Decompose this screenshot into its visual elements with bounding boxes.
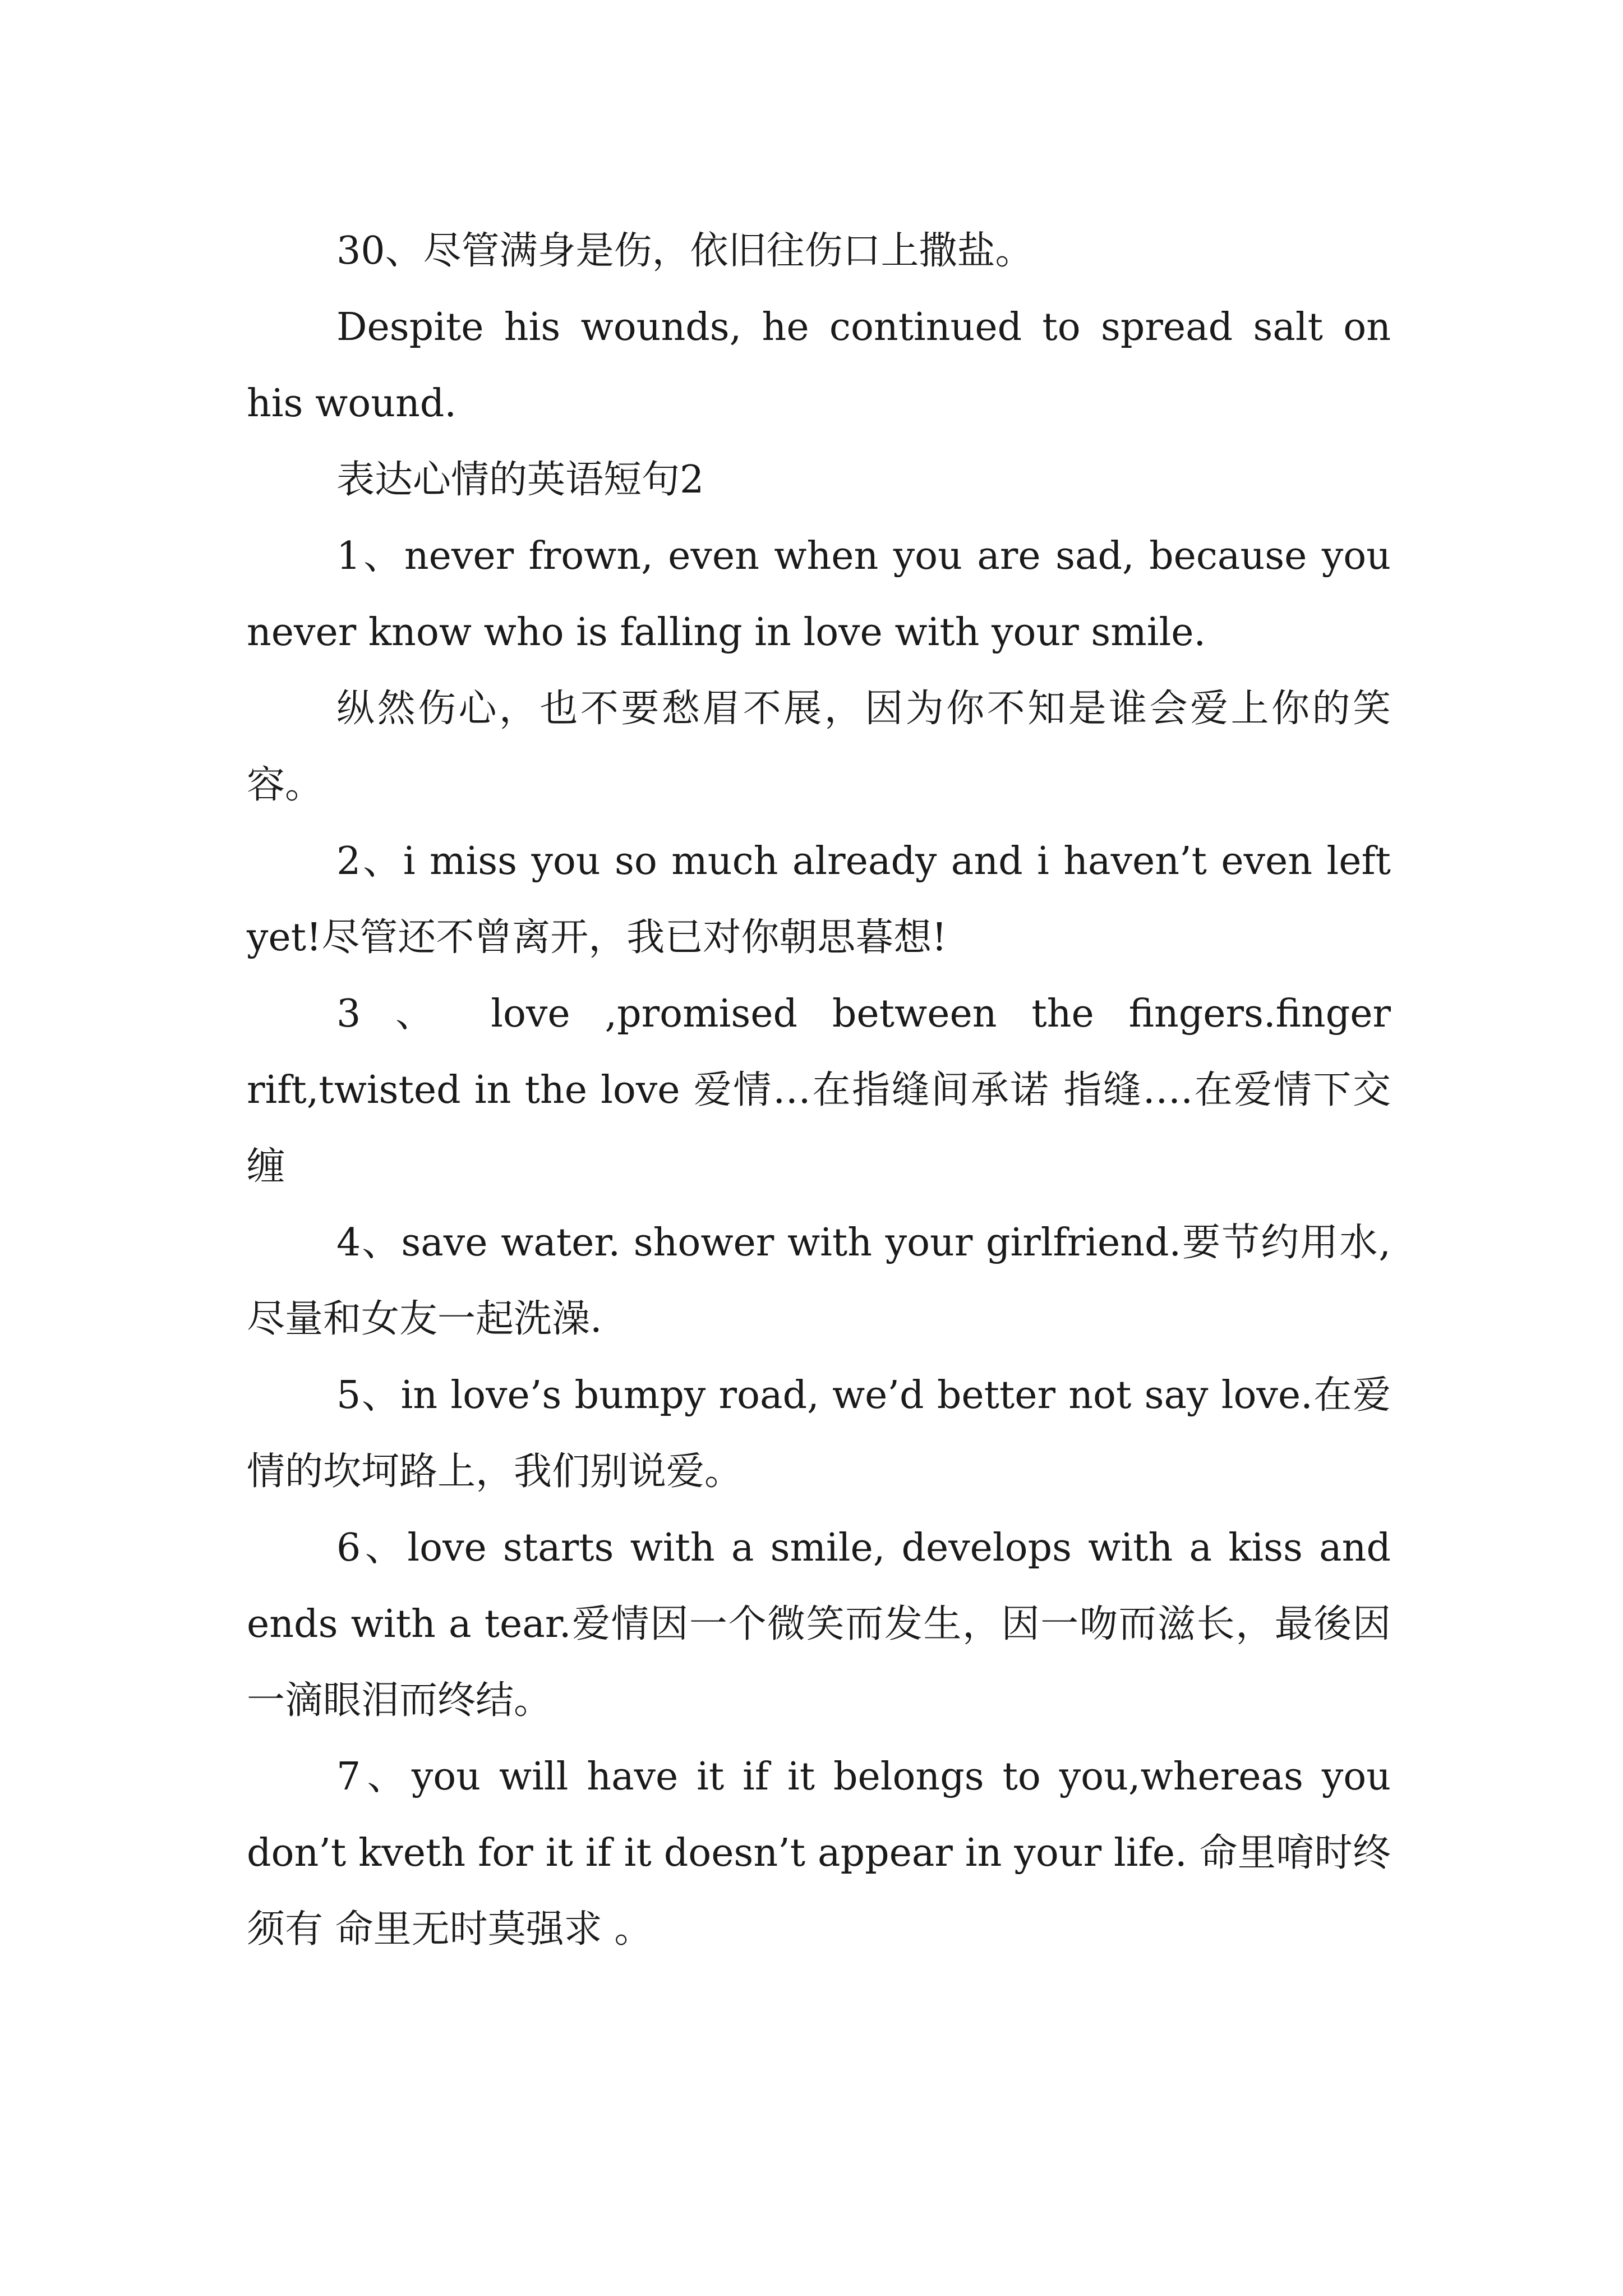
paragraph-item-30-translation: Despite his wounds, he continued to spread salt on his wound. (247, 305, 1391, 426)
paragraph-item-30: 30、尽管满身是伤，依旧往伤口上撒盐。 (336, 229, 1034, 273)
paragraph-item-1-translation: 纵然伤心，也不要愁眉不展，因为你不知是谁会爱上你的笑容。 (247, 687, 1391, 807)
paragraph-item-1: 1、never frown, even when you are sad, because you never know who is falling in love with your smile. (247, 534, 1391, 655)
paragraph-item-4: 4、save water. shower with your girlfriend.要节约用水,尽量和女友一起洗澡. (247, 1221, 1391, 1341)
paragraph-item-7: 7、you will have it if it belongs to you,whereas you don’t kveth for it if it doesn’t appear in your life. 命里唷时终须有 命里无时莫强求 。 (247, 1755, 1391, 1952)
paragraph-item-6: 6、love starts with a smile, develops with a kiss and ends with a tear.爱情因一个微笑而发生，因一吻而滋长，最後因一滴眼泪而终结。 (247, 1526, 1391, 1723)
section-heading: 表达心情的英语短句2 (336, 458, 704, 502)
document-page (247, 213, 1391, 1968)
paragraph-item-2: 2、i miss you so much already and i haven’t even left yet!尽管还不曾离开，我已对你朝思暮想! (247, 839, 1391, 960)
paragraph-item-5: 5、in love’s bumpy road, we’d better not say love.在爱情的坎坷路上，我们别说爱。 (247, 1373, 1391, 1494)
paragraph-item-3: 3 、 love ,promised between the fingers.finger rift,twisted in the love 爱情…在指缝间承诺 指缝….在爱情下交缠 (247, 992, 1391, 1189)
